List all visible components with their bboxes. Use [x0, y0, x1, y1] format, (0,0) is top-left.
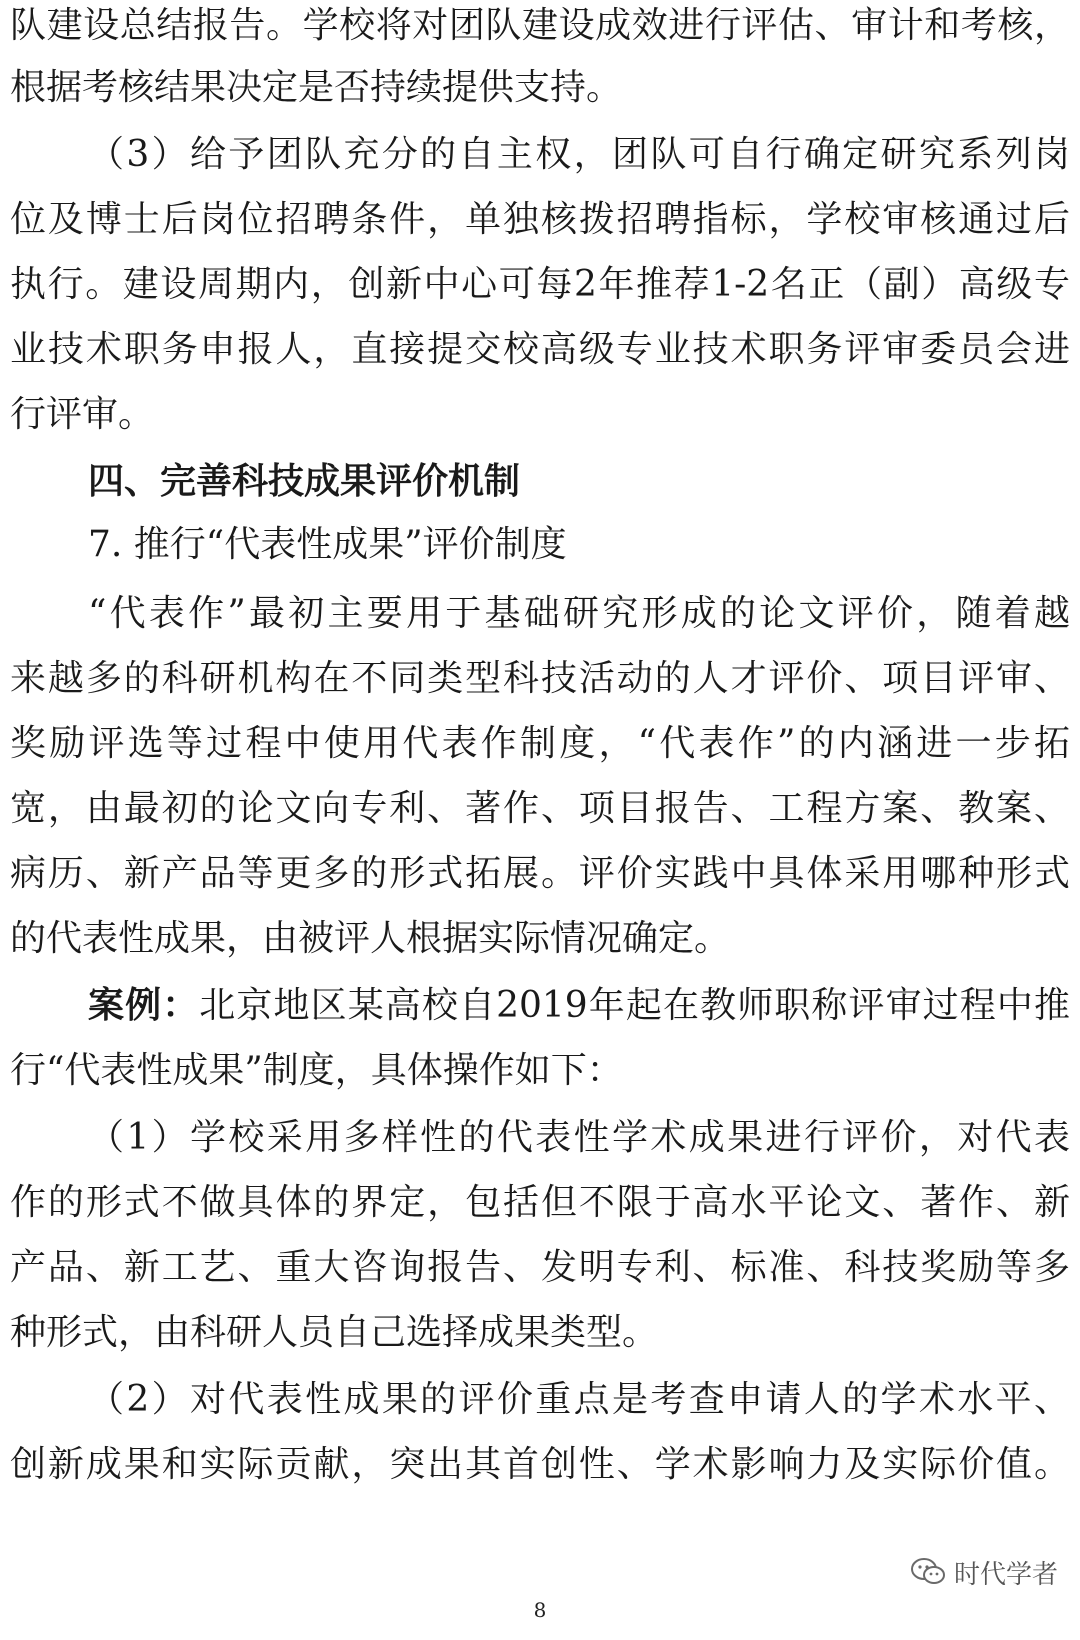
case-text: 北京地区某高校自2019年起在教师职称评审过程中推 [199, 985, 1070, 1026]
paragraph-line: 作的形式不做具体的界定，包括但不限于高水平论文、著作、新 [10, 1182, 1070, 1223]
paragraph-line: 宽，由最初的论文向专利、著作、项目报告、工程方案、教案、 [10, 788, 1070, 829]
section-heading: 四、完善科技成果评价机制 [88, 461, 521, 502]
paragraph-line: 来越多的科研机构在不同类型科技活动的人才评价、项目评审、 [10, 658, 1070, 699]
paragraph-line: （3）给予团队充分的自主权，团队可自行确定研究系列岗 [88, 134, 1070, 175]
paragraph-line: 产品、新工艺、重大咨询报告、发明专利、标准、科技奖励等多 [10, 1247, 1070, 1288]
paragraph-line: 业技术职务申报人，直接提交校高级专业技术职务评审委员会进 [10, 329, 1070, 370]
page-number: 8 [533, 1598, 547, 1622]
wechat-icon [910, 1557, 946, 1587]
subsection-heading: 7. 推行“代表性成果”评价制度 [88, 524, 567, 565]
paragraph-line: 位及博士后岗位招聘条件，单独核拨招聘指标，学校审核通过后 [10, 199, 1070, 240]
paragraph-line: 病历、新产品等更多的形式拓展。评价实践中具体采用哪种形式 [10, 853, 1070, 894]
paragraph-line: 队建设总结报告。学校将对团队建设成效进行评估、审计和考核， [10, 5, 1070, 46]
watermark [910, 1552, 1058, 1592]
paragraph-line: （2）对代表性成果的评价重点是考查申请人的学术水平、 [88, 1379, 1070, 1420]
paragraph-line: 创新成果和实际贡献，突出其首创性、学术影响力及实际价值。 [10, 1444, 1070, 1485]
case-label: 案例： [88, 985, 200, 1026]
paragraph-line: 奖励评选等过程中使用代表作制度，“代表作”的内涵进一步拓 [10, 723, 1070, 764]
paragraph-line: 行“代表性成果”制度，具体操作如下： [10, 1050, 623, 1091]
paragraph-line: 行评审。 [10, 394, 155, 435]
paragraph-line: 种形式，由科研人员自己选择成果类型。 [10, 1312, 659, 1353]
paragraph-line: 的代表性成果，由被评人根据实际情况确定。 [10, 918, 731, 959]
watermark-text: 时代学者 [953, 1559, 1058, 1590]
paragraph-line: “代表作”最初主要用于基础研究形成的论文评价，随着越 [88, 593, 1070, 634]
paragraph-line: 执行。建设周期内，创新中心可每2年推荐1-2名正（副）高级专 [10, 264, 1070, 305]
paragraph-line: （1）学校采用多样性的代表性学术成果进行评价，对代表 [88, 1117, 1070, 1158]
case-line [0, 982, 1080, 1030]
paragraph-line: 根据考核结果决定是否持续提供支持。 [10, 67, 623, 108]
